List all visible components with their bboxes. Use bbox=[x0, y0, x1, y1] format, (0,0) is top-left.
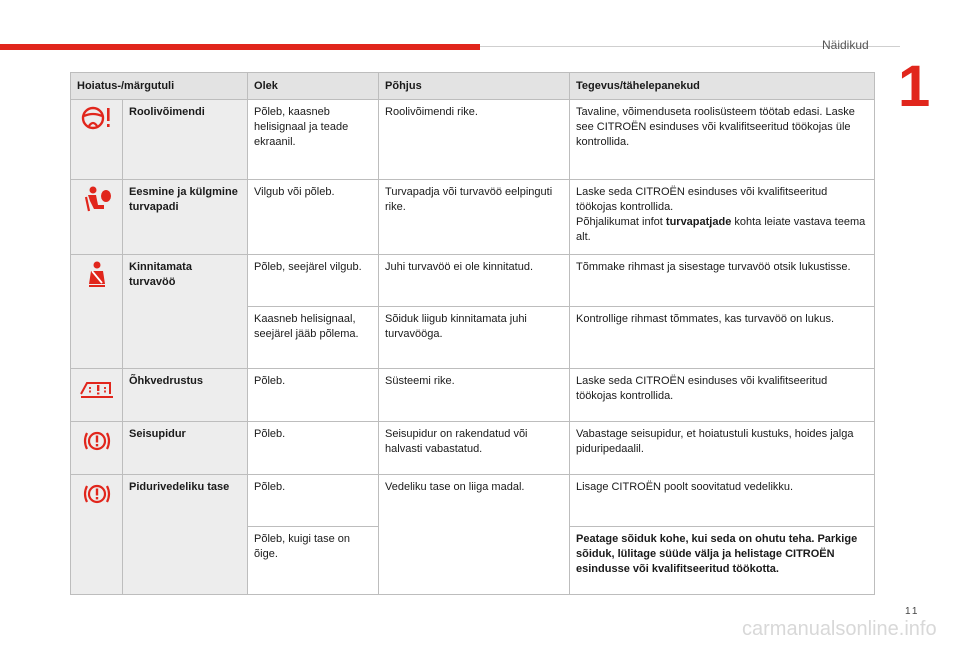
action-cell: Lisage CITROËN poolt soovitatud vedelikku. bbox=[570, 475, 875, 527]
action-cell bbox=[570, 180, 875, 255]
state-cell: Põleb. bbox=[248, 369, 379, 422]
state-cell: Kaasneb helisignaal, seejärel jääb põlema. bbox=[248, 307, 379, 369]
air-suspension-warning-icon bbox=[78, 391, 116, 403]
cause-cell: Vedeliku tase on liiga madal. bbox=[379, 475, 570, 595]
cause-cell: Seisupidur on rakendatud või halvasti vabastatud. bbox=[379, 422, 570, 475]
brake-fluid-warning-icon bbox=[81, 499, 113, 511]
action-cell: Kontrollige rihmast tõmmates, kas turvavöö on lukus. bbox=[570, 307, 875, 369]
action-cell bbox=[570, 527, 875, 595]
warning-lights-table bbox=[70, 72, 875, 595]
header-red-bar bbox=[0, 44, 480, 50]
state-cell: Põleb. bbox=[248, 475, 379, 527]
action-cell: Tavaline, võimenduseta roolisüsteem töötab edasi. Laske see CITROËN esinduses või kvalifitseeritud töökojas üle kontrollida. bbox=[570, 100, 875, 180]
column-header-warning-light: Hoiatus-/märgutuli bbox=[71, 73, 248, 100]
action-cell: Vabastage seisupidur, et hoiatustuli kustuks, hoides jalga piduripedaalil. bbox=[570, 422, 875, 475]
action-text: kohta leiate vastava teema alt. bbox=[576, 216, 866, 243]
cause-cell: Turvapadja või turvavöö eelpinguti rike. bbox=[379, 180, 570, 255]
cause-cell: Juhi turvavöö ei ole kinnitatud. bbox=[379, 255, 570, 307]
section-title: Näidikud bbox=[822, 38, 869, 52]
action-cell: Tõmmake rihmast ja sisestage turvavöö otsik lukustisse. bbox=[570, 255, 875, 307]
front-side-airbag-icon bbox=[80, 206, 114, 218]
watermark: carmanualsonline.info bbox=[742, 618, 937, 640]
warning-name: Pidurivedeliku tase bbox=[123, 475, 248, 595]
cause-cell: Roolivõimendi rike. bbox=[379, 100, 570, 180]
icon-cell bbox=[71, 255, 123, 369]
state-cell: Põleb. bbox=[248, 422, 379, 475]
icon-cell bbox=[71, 369, 123, 422]
cause-cell: Sõiduk liigub kinnitamata juhi turvavööga. bbox=[379, 307, 570, 369]
warning-name: Kinnitamata turvavöö bbox=[123, 255, 248, 369]
icon-cell bbox=[71, 180, 123, 255]
action-keyword: turvapatjade bbox=[665, 216, 732, 228]
table-row bbox=[71, 100, 875, 180]
chapter-number: 1 bbox=[898, 54, 931, 119]
cause-cell: Süsteemi rike. bbox=[379, 369, 570, 422]
page-number: 11 bbox=[905, 606, 920, 617]
action-warning-bold: Peatage sõiduk kohe, kui seda on ohutu teha. Parkige sõiduk, lülitage süüde välja ja helistage CITROËN esindusse või kvalifitseeritud töökotta. bbox=[576, 533, 858, 575]
table-row bbox=[71, 475, 875, 527]
warning-name: Seisupidur bbox=[123, 422, 248, 475]
state-cell: Vilgub või põleb. bbox=[248, 180, 379, 255]
state-cell: Põleb, seejärel vilgub. bbox=[248, 255, 379, 307]
action-text: Põhjalikumat infot bbox=[576, 216, 666, 228]
column-header-state: Olek bbox=[248, 73, 379, 100]
warning-name: Eesmine ja külgmine turvapadi bbox=[123, 180, 248, 255]
seatbelt-unfastened-icon bbox=[82, 281, 112, 293]
action-cell: Laske seda CITROËN esinduses või kvalifitseeritud töökojas kontrollida. bbox=[570, 369, 875, 422]
table-row bbox=[71, 180, 875, 255]
warning-name: Roolivõimendi bbox=[123, 100, 248, 180]
parking-brake-icon bbox=[81, 446, 113, 458]
warning-name: Õhkvedrustus bbox=[123, 369, 248, 422]
icon-cell bbox=[71, 100, 123, 180]
steering-wheel-warning-icon bbox=[80, 122, 114, 134]
icon-cell bbox=[71, 475, 123, 595]
column-header-action: Tegevus/tähelepanekud bbox=[570, 73, 875, 100]
table-row bbox=[71, 255, 875, 307]
icon-cell bbox=[71, 422, 123, 475]
state-cell: Põleb, kaasneb helisignaal ja teade ekraanil. bbox=[248, 100, 379, 180]
table-header-row bbox=[71, 73, 875, 100]
table-row bbox=[71, 422, 875, 475]
column-header-cause: Põhjus bbox=[379, 73, 570, 100]
state-cell: Põleb, kuigi tase on õige. bbox=[248, 527, 379, 595]
table-row bbox=[71, 369, 875, 422]
action-text: Laske seda CITROËN esinduses või kvalifitseeritud töökojas kontrollida. bbox=[576, 186, 828, 213]
